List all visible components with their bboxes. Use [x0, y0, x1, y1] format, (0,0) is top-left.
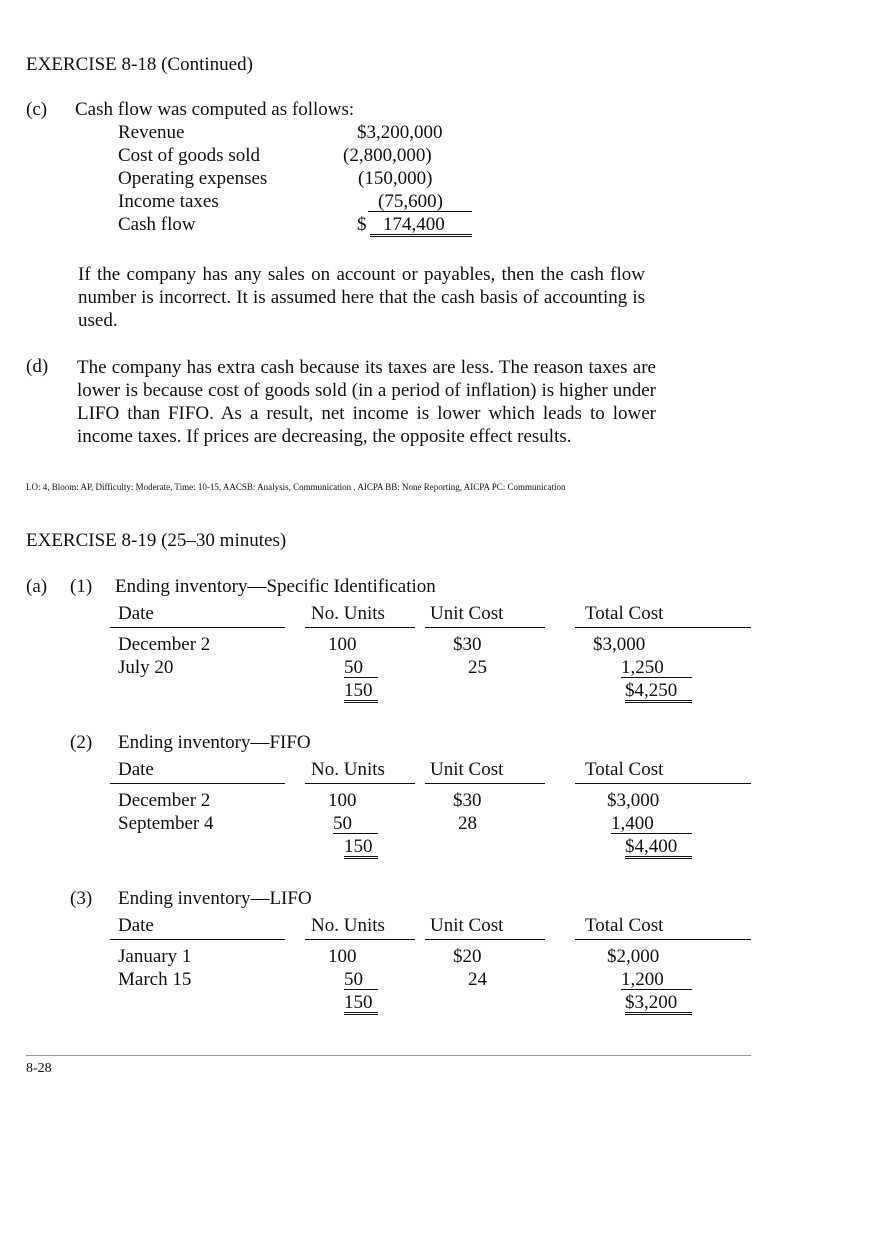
row-units: 50 [333, 814, 378, 834]
row-total-cost-cell [621, 657, 692, 679]
column-header-rule [110, 783, 285, 784]
row-date: March 15 [118, 969, 192, 990]
part-c-label: (c) [26, 99, 48, 120]
footer-divider [26, 1055, 751, 1056]
cash-flow-amount: (2,800,000) [343, 145, 432, 166]
row-total-cost: $3,000 [593, 634, 646, 655]
part-d-label: (d) [26, 356, 49, 377]
total-units: 150 [344, 993, 378, 1015]
column-header-rule [425, 783, 545, 784]
page-number: 8-28 [26, 1061, 52, 1076]
row-total-cost: 1,400 [611, 814, 692, 834]
row-units: 50 [344, 658, 378, 678]
total-cost-cell [625, 992, 692, 1015]
column-header-rule [425, 939, 545, 940]
column-header-rule [305, 783, 415, 784]
section-number: (1) [70, 576, 93, 597]
total-cost-cell [625, 836, 692, 859]
header-unit-cost: Unit Cost [430, 603, 504, 624]
header-date: Date [118, 915, 154, 936]
section-number: (3) [70, 888, 93, 909]
row-date: January 1 [118, 946, 192, 967]
part-c-note: If the company has any sales on account or payables, then the cash flow number is incorrect. It is assumed here that the cash basis of accounting is used. [78, 264, 645, 331]
column-header-rule [305, 627, 415, 628]
learning-objective-line: LO: 4, Bloom: AP, Difficulty: Moderate, Time: 10-15, AACSB: Analysis, Communication , AICPA BB: None Reporting, AICPA PC: Communication [26, 482, 566, 492]
row-total-cost-cell [611, 813, 692, 835]
cash-flow-amount: $3,200,000 [357, 122, 443, 143]
total-units-cell [344, 836, 378, 859]
row-date: September 4 [118, 813, 214, 834]
row-unit-cost: 25 [468, 657, 487, 678]
header-total-cost: Total Cost [585, 915, 664, 936]
column-header-rule [110, 939, 285, 940]
row-unit-cost: 28 [458, 813, 477, 834]
cash-flow-label: Income taxes [118, 191, 219, 212]
exercise-8-19-title: EXERCISE 8-19 (25–30 minutes) [26, 530, 287, 551]
header-unit-cost: Unit Cost [430, 759, 504, 780]
header-total-cost: Total Cost [585, 603, 664, 624]
section-number: (2) [70, 732, 93, 753]
row-units: 100 [328, 946, 357, 967]
header-no-units: No. Units [311, 759, 385, 780]
part-c-intro: Cash flow was computed as follows: [75, 99, 355, 120]
row-units-cell [344, 969, 378, 991]
section-title: Ending inventory—Specific Identification [115, 576, 436, 597]
total-units-cell [344, 680, 378, 703]
cash-flow-amount: (75,600) [368, 192, 472, 212]
row-total-cost-cell [621, 969, 692, 991]
cash-flow-label: Cash flow [118, 214, 196, 235]
row-units: 50 [344, 970, 378, 990]
cash-flow-label: Revenue [118, 122, 185, 143]
section-title: Ending inventory—FIFO [118, 732, 311, 753]
cash-flow-amount-underlined [368, 191, 472, 213]
total-cost: $4,250 [625, 681, 692, 703]
cash-flow-currency: $ [357, 214, 367, 235]
column-header-rule [575, 939, 751, 940]
row-total-cost: $3,000 [607, 790, 660, 811]
section-title: Ending inventory—LIFO [118, 888, 312, 909]
column-header-rule [575, 783, 751, 784]
row-total-cost: 1,200 [621, 970, 692, 990]
total-cost-cell [625, 680, 692, 703]
total-units: 150 [344, 837, 378, 859]
cash-flow-label: Operating expenses [118, 168, 268, 189]
part-a-label: (a) [26, 576, 48, 597]
total-units-cell [344, 992, 378, 1015]
row-units-cell [344, 657, 378, 679]
row-units: 100 [328, 634, 357, 655]
cash-flow-label: Cost of goods sold [118, 145, 260, 166]
column-header-rule [110, 627, 285, 628]
row-unit-cost: 24 [468, 969, 487, 990]
row-unit-cost: $30 [453, 790, 482, 811]
row-total-cost: $2,000 [607, 946, 660, 967]
header-date: Date [118, 603, 154, 624]
row-units: 100 [328, 790, 357, 811]
cash-flow-amount: (150,000) [358, 168, 433, 189]
header-total-cost: Total Cost [585, 759, 664, 780]
row-date: July 20 [118, 657, 174, 678]
header-date: Date [118, 759, 154, 780]
column-header-rule [575, 627, 751, 628]
exercise-8-18-title: EXERCISE 8-18 (Continued) [26, 54, 253, 75]
header-no-units: No. Units [311, 915, 385, 936]
total-cost: $3,200 [625, 993, 692, 1015]
row-date: December 2 [118, 634, 211, 655]
header-no-units: No. Units [311, 603, 385, 624]
total-cost: $4,400 [625, 837, 692, 859]
part-d-text: The company has extra cash because its taxes are less. The reason taxes are lower is because cost of goods sold (in a period of inflation) is higher under LIFO than FIFO. As a result, net income is lower which leads to lower income taxes. If prices are decreasing, the opposite effect results. [77, 357, 656, 447]
column-header-rule [305, 939, 415, 940]
row-units-cell [333, 813, 378, 835]
cash-flow-total [370, 214, 472, 237]
total-units: 150 [344, 681, 378, 703]
cash-flow-amount: 174,400 [370, 215, 472, 237]
row-date: December 2 [118, 790, 211, 811]
header-unit-cost: Unit Cost [430, 915, 504, 936]
column-header-rule [425, 627, 545, 628]
row-total-cost: 1,250 [621, 658, 692, 678]
row-unit-cost: $20 [453, 946, 482, 967]
row-unit-cost: $30 [453, 634, 482, 655]
